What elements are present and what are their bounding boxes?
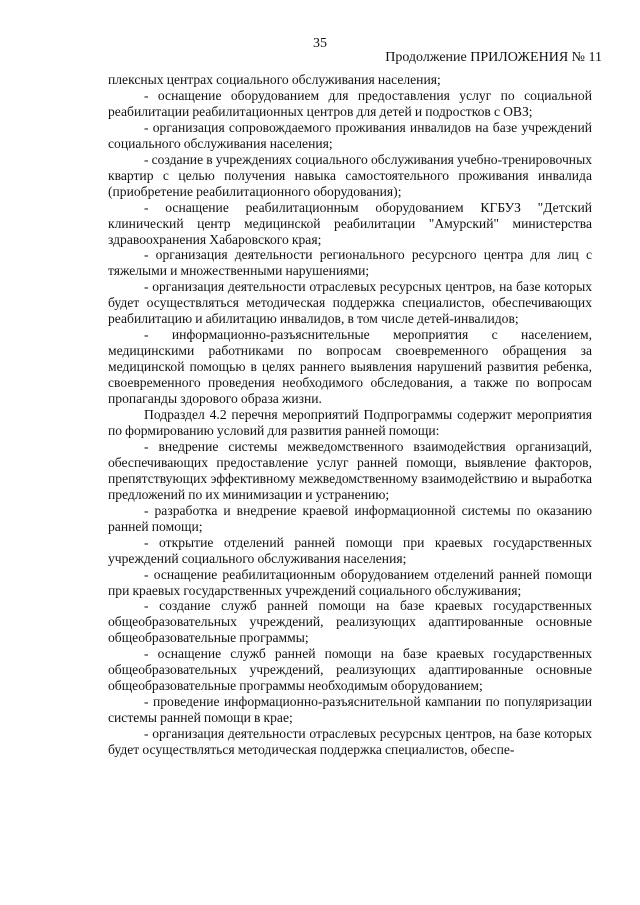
list-item: - оснащение служб ранней помощи на базе краевых государственных общеобразовательных учреждений, реализующих адаптированные основные общеобразовательные программы необходимым оборудованием; [108,646,592,694]
paragraph: плексных центрах социального обслуживания населения; [108,72,441,87]
list-item: - информационно-разъяснительные мероприятия с населением, медицинскими работниками по вопросам своевременного обращения за медицинской помощью в целях раннего выявления нарушений развития ребенка, своевременного проведения необходимого обследования, а также по вопросам пропаганды здорового образа жизни. [108,327,592,407]
list-item: - организация сопровождаемого проживания инвалидов на базе учреждений социального обслуживания населения; [108,119,592,151]
appendix-continuation-label: Продолжение ПРИЛОЖЕНИЯ № 11 [385,50,602,65]
list-item: - организация деятельности отраслевых ресурсных центров, на базе которых будет осуществляться методическая поддержка специалистов, обеспе- [108,726,592,758]
document-body [108,72,592,758]
list-item: - разработка и внедрение краевой информационной системы по оказанию ранней помощи; [108,502,592,534]
list-item: - открытие отделений ранней помощи при краевых государственных учреждений социального обслуживания населения; [108,534,592,566]
list-item: - оснащение реабилитационным оборудованием КГБУЗ "Детский клинический центр медицинской реабилитации "Амурский" министерства здравоохранения Хабаровского края; [108,199,592,247]
list-item: - создание служб ранней помощи на базе краевых государственных общеобразовательных учреждений, реализующих адаптированные основные общеобразовательные программы; [108,598,592,646]
list-item: - создание в учреждениях социального обслуживания учебно-тренировочных квартир с целью получения навыка самостоятельного проживания инвалида (приобретение реабилитационного оборудования); [108,151,593,199]
subsection-paragraph: Подраздел 4.2 перечня мероприятий Подпрограммы содержит мероприятия по формированию условий для развития ранней помощи: [108,407,592,438]
page-number: 35 [313,36,327,51]
list-item: - проведение информационно-разъяснительной кампании по популяризации системы ранней помощи в крае; [108,694,592,726]
list-item: - организация деятельности регионального ресурсного центра для лиц с тяжелыми и множественными нарушениями; [108,247,592,279]
list-item: - оснащение реабилитационным оборудованием отделений ранней помощи при краевых государственных учреждений социального обслуживания; [108,566,592,598]
list-item: - внедрение системы межведомственного взаимодействия организаций, обеспечивающих предоставление услуг ранней помощи, выявление факторов, препятствующих эффективному межведомственному взаимодействию и выработка предложений по их минимизации и устранению; [108,438,592,502]
list-item: - оснащение оборудованием для предоставления услуг по социальной реабилитации реабилитационных центров для детей и подростков с ОВЗ; [108,87,592,119]
list-item: - организация деятельности отраслевых ресурсных центров, на базе которых будет осуществляться методическая поддержка специалистов, обеспечивающих реабилитацию и абилитацию инвалидов, в том числе детей-инвалидов; [108,279,592,327]
